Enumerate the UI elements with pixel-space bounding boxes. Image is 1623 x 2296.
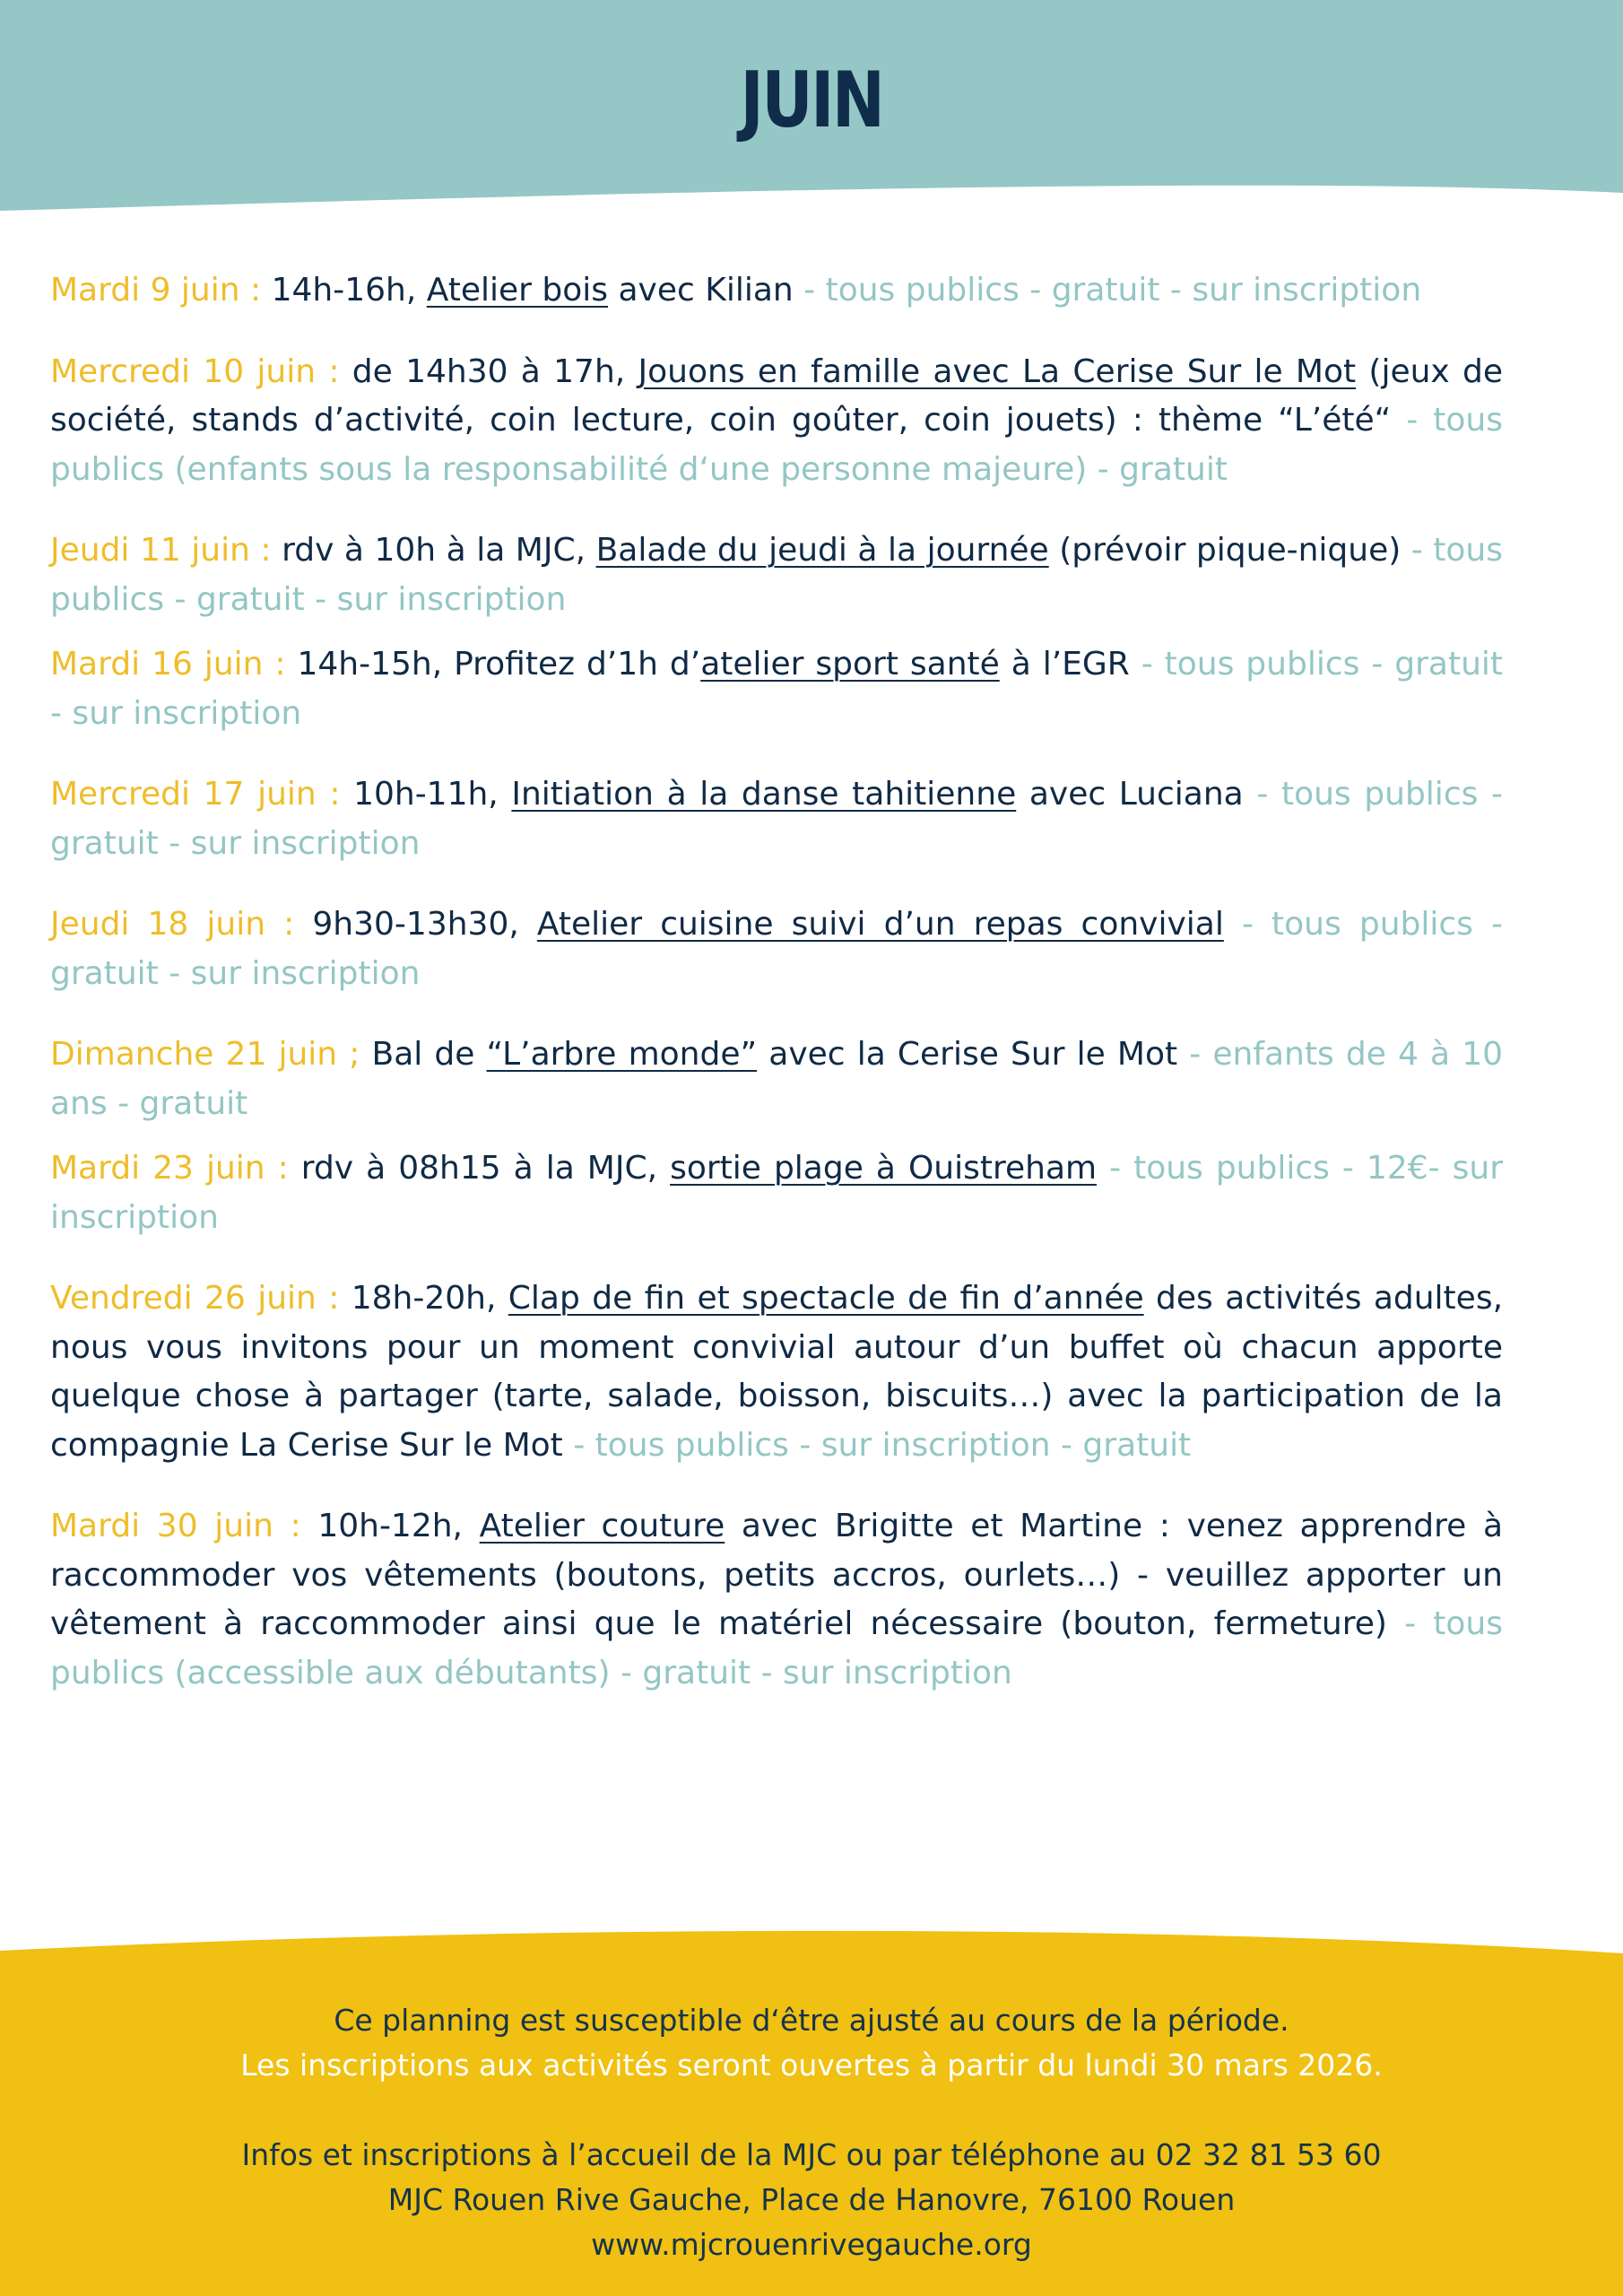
- event-details: 14h-16h,: [261, 272, 427, 309]
- event-details: 14h-15h, Profitez d’1h d’: [285, 646, 701, 683]
- event-date: Jeudi 18 juin :: [50, 906, 295, 943]
- event-activity: Atelier cuisine suivi d’un repas convivial: [536, 906, 1224, 943]
- event-date: Vendredi 26 juin :: [50, 1280, 340, 1317]
- event-activity: Jouons en famille avec La Cerise Sur le Mot: [638, 352, 1357, 390]
- event-item: [50, 1031, 1503, 1128]
- event-item: [50, 1274, 1503, 1470]
- event-details: [1097, 1150, 1109, 1187]
- footer-registration: Les inscriptions aux activités seront ouvertes à partir du lundi 30 mars 2026.: [240, 2048, 1383, 2083]
- event-date: Dimanche 21 juin ;: [50, 1036, 360, 1073]
- event-date: Mardi 16 juin :: [50, 646, 286, 683]
- event-tags: - tous publics - gratuit - sur inscription: [50, 906, 1503, 992]
- event-activity: atelier sport santé: [700, 646, 1000, 683]
- footer-website: www.mjcrouenrivegauche.org: [591, 2227, 1032, 2262]
- event-tags: - tous publics - gratuit - sur inscription: [50, 646, 1503, 732]
- footer-contact-info: Infos et inscriptions à l’accueil de la MJC ou par téléphone au 02 32 81 53 60: [241, 2137, 1382, 2172]
- event-item: [50, 640, 1503, 738]
- event-date: Mercredi 17 juin :: [50, 776, 341, 813]
- event-activity: Clap de fin et spectacle de fin d’année: [508, 1280, 1144, 1317]
- event-details: à l’EGR: [999, 646, 1130, 683]
- event-activity: Balade du jeudi à la journée: [595, 532, 1049, 569]
- event-item: [50, 1144, 1503, 1242]
- event-date: Jeudi 11 juin :: [50, 532, 272, 569]
- event-details: 18h-20h,: [339, 1280, 508, 1317]
- event-details: des activités adultes, nous vous invitons pour un moment convivial autour d’un buffet où chacun apporte quelque chose à partager (tarte, salade, boisson, biscuits…) avec la participation de la compagnie La Cerise Sur le Mot: [50, 1280, 1504, 1464]
- event-tags: - tous publics - gratuit - sur inscription: [50, 776, 1503, 862]
- event-details: rdv à 10h à la MJC,: [271, 532, 596, 569]
- event-tags: - tous publics (enfants sous la responsabilité d‘une personne majeure) - gratuit: [50, 402, 1503, 488]
- event-activity: “L’arbre monde”: [486, 1036, 758, 1073]
- event-details: 10h-12h,: [300, 1508, 480, 1544]
- footer-address: MJC Rouen Rive Gauche, Place de Hanovre, 76100 Rouen: [387, 2182, 1236, 2217]
- event-item: [50, 266, 1503, 316]
- event-details: 9h30-13h30,: [294, 906, 537, 943]
- event-list: [50, 266, 1503, 1698]
- event-date: Mercredi 10 juin :: [50, 352, 340, 390]
- event-details: de 14h30 à 17h,: [339, 352, 638, 390]
- event-item: [50, 770, 1503, 868]
- event-activity: Initiation à la danse tahitienne: [511, 776, 1017, 813]
- event-date: Mardi 23 juin :: [50, 1150, 289, 1187]
- event-activity: Atelier couture: [479, 1508, 725, 1544]
- event-details: rdv à 08h15 à la MJC,: [288, 1150, 671, 1187]
- event-details: 10h-11h,: [340, 776, 512, 813]
- event-tags: - enfants de 4 à 10 ans - gratuit: [50, 1036, 1504, 1122]
- event-item: [50, 1502, 1503, 1698]
- footer-notice: Ce planning est susceptible d‘être ajusté au cours de la période.: [334, 2003, 1289, 2038]
- event-date: Mardi 9 juin :: [50, 272, 262, 309]
- event-tags: - tous publics - gratuit - sur inscription: [793, 272, 1422, 309]
- event-details: avec la Cerise Sur le Mot: [757, 1036, 1178, 1073]
- event-item: [50, 526, 1503, 624]
- event-item: [50, 348, 1503, 495]
- event-tags: - tous publics (accessible aux débutants) - gratuit - sur inscription: [50, 1605, 1503, 1692]
- event-tags: - tous publics - gratuit - sur inscription: [50, 532, 1503, 618]
- event-item: [50, 900, 1503, 998]
- event-activity: sortie plage à Ouistreham: [670, 1150, 1098, 1187]
- event-details: (prévoir pique-nique): [1048, 532, 1402, 569]
- page-title: JUIN: [740, 56, 883, 145]
- event-details: Bal de: [360, 1036, 487, 1073]
- event-tags: - tous publics - 12€- sur inscription: [50, 1150, 1504, 1236]
- event-details: avec Luciana: [1016, 776, 1244, 813]
- event-details: (jeux de société, stands d’activité, coin lecture, coin goûter, coin jouets) : thème “L’été“: [50, 352, 1504, 439]
- event-details: avec Brigitte et Martine : venez apprendre à raccommoder vos vêtements (boutons, petits accros, ourlets…) - veuillez apporter un vêtement à raccommoder ainsi que le matériel nécessaire (bouton, fermeture): [50, 1508, 1503, 1642]
- event-details: avec Kilian: [608, 272, 794, 309]
- event-tags: - tous publics - sur inscription - gratuit: [562, 1426, 1192, 1464]
- event-activity: Atelier bois: [426, 272, 609, 309]
- event-date: Mardi 30 juin :: [50, 1508, 301, 1544]
